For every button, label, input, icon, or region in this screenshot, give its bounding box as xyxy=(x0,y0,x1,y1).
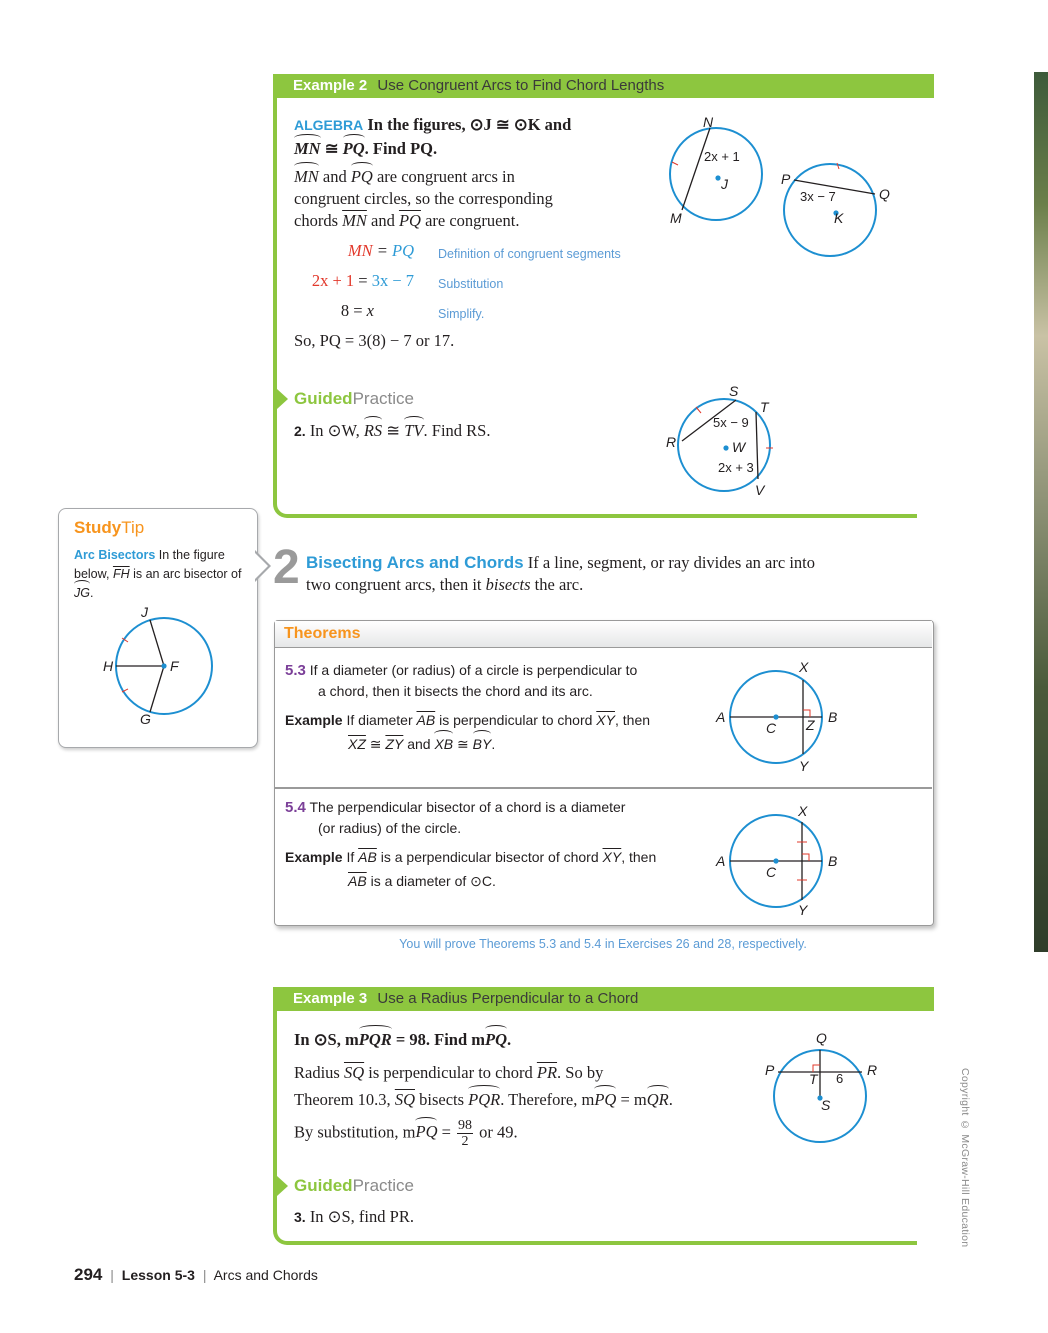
t1-cong-2: ≅ xyxy=(457,736,469,752)
prompt-line-2: . Find PQ. xyxy=(364,139,438,158)
fig1-label-expr: 2x + 1 xyxy=(704,149,740,164)
step-2-right: 3x − 7 xyxy=(371,271,414,290)
ex3-l3a: By substitution, m xyxy=(294,1122,416,1142)
figf-label-f: F xyxy=(170,658,179,674)
fig2-label-k: K xyxy=(834,210,844,226)
gp2-arc-tv: TV xyxy=(404,421,424,440)
section-2-title: Bisecting Arcs and Chords xyxy=(306,553,524,572)
step-1-left: MN xyxy=(347,241,373,260)
theorem-5-4-number: 5.4 xyxy=(285,799,306,816)
exp-arc-mn: MN xyxy=(294,167,319,186)
conclusion: So, PQ = 3(8) − 7 or 17. xyxy=(294,331,455,350)
footer-sep-2: | xyxy=(202,1267,207,1283)
figw-label-r: R xyxy=(666,434,677,450)
step-1-eq: = xyxy=(372,241,392,260)
ex3-l2e: . xyxy=(668,1090,673,1109)
section-2-intro xyxy=(306,552,866,596)
step-1-right: PQ xyxy=(392,241,414,260)
exp-seg-mn: $\overline{MN}$ xyxy=(342,211,367,230)
figure-circle-f xyxy=(108,612,218,722)
footer-lesson: Lesson 5-3 xyxy=(121,1267,195,1283)
edge-photo-strip xyxy=(1034,72,1048,952)
study-tip-heading xyxy=(74,518,144,538)
step-3-eq: = xyxy=(349,301,367,320)
t1-ex-c: , then xyxy=(614,712,651,728)
figf-label-j: J xyxy=(141,604,148,620)
figw-label-expr1: 5x − 9 xyxy=(713,415,749,430)
exp-and: and xyxy=(322,167,347,186)
gp2-text-b: . Find RS. xyxy=(423,421,491,440)
t1-label-b: B xyxy=(828,709,838,725)
figs-label-r: R xyxy=(867,1062,878,1078)
exp-chords: chords xyxy=(294,211,338,230)
fig1-label-n: N xyxy=(703,114,714,130)
figs-label-p: P xyxy=(765,1062,775,1078)
theorems-title: Theorems xyxy=(284,625,361,642)
t1-seg-xz: $\overline{XZ}$ xyxy=(348,736,366,752)
gp2-arc-rs: RS xyxy=(363,421,383,440)
section-2-text-a: If a line, segment, or ray divides an arc into xyxy=(527,553,815,572)
fig1-label-m: M xyxy=(670,210,682,226)
figf-label-g: G xyxy=(140,711,151,727)
t2-label-b: B xyxy=(828,853,838,869)
prompt-line-1: In the figures, ⊙J ≅ ⊙K and xyxy=(367,115,572,134)
guided-practice-2-heading xyxy=(294,389,414,409)
gp3-number: 3. xyxy=(294,1209,306,1225)
t1-seg-ab: $\overline{AB}$ xyxy=(416,712,436,728)
t2-label-y: Y xyxy=(798,902,808,918)
cong-symbol: ≅ xyxy=(324,139,339,158)
t2-ex-c: , then xyxy=(621,849,657,865)
section-2-number: 2 xyxy=(273,541,300,594)
section-2-text-c: the arc. xyxy=(534,575,584,594)
t1-seg-zy: $\overline{ZY}$ xyxy=(385,736,404,752)
arc-mn: MN xyxy=(294,139,321,158)
gp2-number: 2. xyxy=(294,423,306,439)
example-3-header xyxy=(273,987,934,1011)
ex3-l2c: . Therefore, m xyxy=(500,1090,595,1109)
fig2-label-p: P xyxy=(781,171,791,187)
figure-circle-k xyxy=(780,160,880,260)
t2-ex-d: is a diameter of ⊙C. xyxy=(370,873,496,889)
ex3-prompt-b: = 98. Find m xyxy=(391,1030,486,1049)
t1-label-y: Y xyxy=(799,758,809,774)
ex3-l3c: or 49. xyxy=(479,1122,518,1142)
exp-line-1: are congruent arcs in xyxy=(376,167,515,186)
guided-practice-2-marker xyxy=(277,389,288,409)
arc-pq: PQ xyxy=(342,139,365,158)
t2-seg-ab-2: $\overline{AB}$ xyxy=(348,873,367,889)
example-3-line-2 xyxy=(294,1089,673,1111)
figf-label-h: H xyxy=(103,658,114,674)
section-2-bisects: bisects xyxy=(485,575,531,594)
exp-line-2: congruent circles, so the corresponding xyxy=(294,189,553,208)
example-3-title: Use a Radius Perpendicular to a Chord xyxy=(377,990,639,1007)
ex3-l1b: is perpendicular to chord xyxy=(368,1063,533,1082)
figw-label-w: W xyxy=(732,439,746,455)
example-2-header xyxy=(273,74,934,98)
t1-label-x: X xyxy=(799,659,809,675)
example-2-title: Use Congruent Arcs to Find Chord Lengths xyxy=(377,77,665,94)
figw-label-s: S xyxy=(729,383,739,399)
exp-and-2: and xyxy=(371,211,395,230)
t1-cong-1: ≅ xyxy=(369,736,382,752)
practice-word: Practice xyxy=(352,389,414,408)
ex3-fraction xyxy=(457,1118,473,1149)
ex3-prompt-c: . xyxy=(507,1030,512,1049)
study-tip-fh: $\overline{FH}$ xyxy=(112,567,130,581)
example-3-line-1 xyxy=(294,1062,603,1084)
t1-and: and xyxy=(407,736,431,752)
study-tip-term: Arc Bisectors xyxy=(74,548,156,562)
theorem-5-4 xyxy=(285,797,685,838)
example-3-line-3 xyxy=(294,1118,518,1149)
t1-ex-a: If diameter xyxy=(346,712,413,728)
t1-label-c: C xyxy=(766,720,777,736)
figs-label-six: 6 xyxy=(836,1071,844,1086)
guided-word-3: Guided xyxy=(294,1176,353,1195)
guided-practice-2-question xyxy=(294,420,490,442)
study-tip-jg: JG xyxy=(74,584,90,603)
figs-label-t: T xyxy=(809,1071,818,1087)
step-3-left: 8 xyxy=(340,301,350,320)
example-2-explanation xyxy=(294,166,624,232)
t1-label-a: A xyxy=(716,709,726,725)
theorem-5-4-example xyxy=(285,847,705,891)
t1-ex-b: is perpendicular to chord xyxy=(439,712,593,728)
ex3-l2d: = m xyxy=(616,1090,647,1109)
t1-end: . xyxy=(491,736,496,752)
t2-label-x: X xyxy=(798,803,808,819)
theorem-5-3-number: 5.3 xyxy=(285,662,306,679)
tip-word: Tip xyxy=(121,518,145,537)
step-1-note: Definition of congruent segments xyxy=(438,247,621,261)
step-2-left: 2x + 1 xyxy=(311,271,355,290)
step-2-eq: = xyxy=(354,271,372,290)
figs-label-s: S xyxy=(821,1097,831,1113)
study-tip-pointer-inner xyxy=(254,552,268,580)
ex3-seg-sq-2: $\overline{SQ}$ xyxy=(394,1090,415,1109)
t2-ex-b: is a perpendicular bisector of chord xyxy=(380,849,599,865)
step-3-right: x xyxy=(366,301,374,320)
t2-label-c: C xyxy=(766,864,777,880)
study-word: Study xyxy=(74,518,122,537)
ex3-l1a: Radius xyxy=(294,1063,340,1082)
theorem-5-4-line-2: (or radius) of the circle. xyxy=(318,820,462,836)
t2-example-label: Example xyxy=(285,849,343,865)
t1-arc-by: BY xyxy=(472,736,492,752)
ex3-arc-pq-2: PQ xyxy=(594,1090,617,1109)
ex3-prompt-a: In ⊙S, m xyxy=(294,1030,359,1049)
figure-circle-s xyxy=(770,1046,870,1146)
ex3-arc-pq: PQ xyxy=(485,1030,508,1049)
example-2-prompt xyxy=(294,114,614,160)
copyright-notice: Copyright © McGraw-Hill Education xyxy=(959,1068,971,1248)
gp3-text: In ⊙S, find PR. xyxy=(309,1207,414,1226)
theorem-5-4-line-1: The perpendicular bisector of a chord is a diameter xyxy=(309,799,626,815)
theorem-5-3 xyxy=(285,660,685,701)
ex3-l2a: Theorem 10.3, xyxy=(294,1090,391,1109)
figw-label-v: V xyxy=(755,482,765,498)
ex3-arc-pqr: PQR xyxy=(358,1030,392,1049)
guided-practice-3-heading xyxy=(294,1176,414,1196)
theorems-header xyxy=(275,621,932,648)
ex3-seg-sq: $\overline{SQ}$ xyxy=(343,1063,365,1082)
example-2-tag: Example 2 xyxy=(293,77,368,94)
algebra-label: ALGEBRA xyxy=(294,117,364,133)
figw-label-t: T xyxy=(760,399,769,415)
step-2-note: Substitution xyxy=(438,277,504,291)
example-3-tag: Example 3 xyxy=(293,990,368,1007)
ex3-numerator: 98 xyxy=(458,1118,473,1133)
practice-word-3: Practice xyxy=(352,1176,414,1195)
step-3-note: Simplify. xyxy=(438,307,485,321)
prove-note: You will prove Theorems 5.3 and 5.4 in Exercises 26 and 28, respectively. xyxy=(399,937,807,951)
t1-arc-xb: XB xyxy=(434,736,454,752)
gp2-cong: ≅ xyxy=(386,421,401,440)
guided-practice-3-marker xyxy=(277,1176,288,1196)
t2-seg-xy: $\overline{XY}$ xyxy=(602,849,622,865)
study-tip-text-b: is an arc bisector of xyxy=(133,567,242,581)
t2-seg-ab: $\overline{AB}$ xyxy=(358,849,377,865)
ex3-denominator: 2 xyxy=(461,1134,469,1149)
study-tip-text-a: In the figure below, xyxy=(74,548,225,581)
fig2-label-expr: 3x − 7 xyxy=(800,189,836,204)
t2-label-a: A xyxy=(716,853,726,869)
fig1-label-j: J xyxy=(721,176,728,192)
gp2-text-a: In ⊙W, xyxy=(309,421,360,440)
figs-label-q: Q xyxy=(816,1030,827,1046)
t1-label-z: Z xyxy=(806,717,815,733)
example-3-prompt xyxy=(294,1029,511,1051)
study-tip-text-c: . xyxy=(89,586,94,600)
ex3-arc-pqr-2: PQR xyxy=(468,1090,501,1109)
exp-arc-pq: PQ xyxy=(350,167,373,186)
theorem-5-3-line-1: If a diameter (or radius) of a circle is perpendicular to xyxy=(309,662,638,678)
ex3-seg-pr: $\overline{PR}$ xyxy=(536,1063,558,1082)
study-tip-text xyxy=(74,546,246,603)
exp-line-3: are congruent. xyxy=(425,211,520,230)
t1-example-label: Example xyxy=(285,712,343,728)
theorem-5-3-line-2: a chord, then it bisects the chord and its arc. xyxy=(318,683,593,699)
guided-practice-3-question xyxy=(294,1206,414,1228)
theorems-divider xyxy=(275,787,932,789)
figure-theorem-5-4 xyxy=(726,812,836,912)
exp-seg-pq: $\overline{PQ}$ xyxy=(398,211,421,230)
ex3-arc-qr: QR xyxy=(646,1090,669,1109)
t1-seg-xy: $\overline{XY}$ xyxy=(596,712,615,728)
ex3-arc-pq-3: PQ xyxy=(415,1122,438,1142)
page-footer xyxy=(74,1265,318,1285)
footer-sep-1: | xyxy=(110,1267,114,1283)
t2-ex-a: If xyxy=(346,849,355,865)
section-2-text-b: two congruent arcs, then it xyxy=(306,575,482,594)
figure-theorem-5-3 xyxy=(726,668,836,768)
theorem-5-3-example xyxy=(285,710,705,754)
ex3-l1c: . So by xyxy=(557,1063,604,1082)
figw-label-expr2: 2x + 3 xyxy=(718,460,754,475)
ex3-l3b: = xyxy=(437,1122,451,1142)
guided-word: Guided xyxy=(294,389,353,408)
footer-topic: Arcs and Chords xyxy=(213,1267,318,1283)
page-number: 294 xyxy=(74,1265,103,1284)
ex3-l2b: bisects xyxy=(419,1090,465,1109)
fig2-label-q: Q xyxy=(879,186,890,202)
